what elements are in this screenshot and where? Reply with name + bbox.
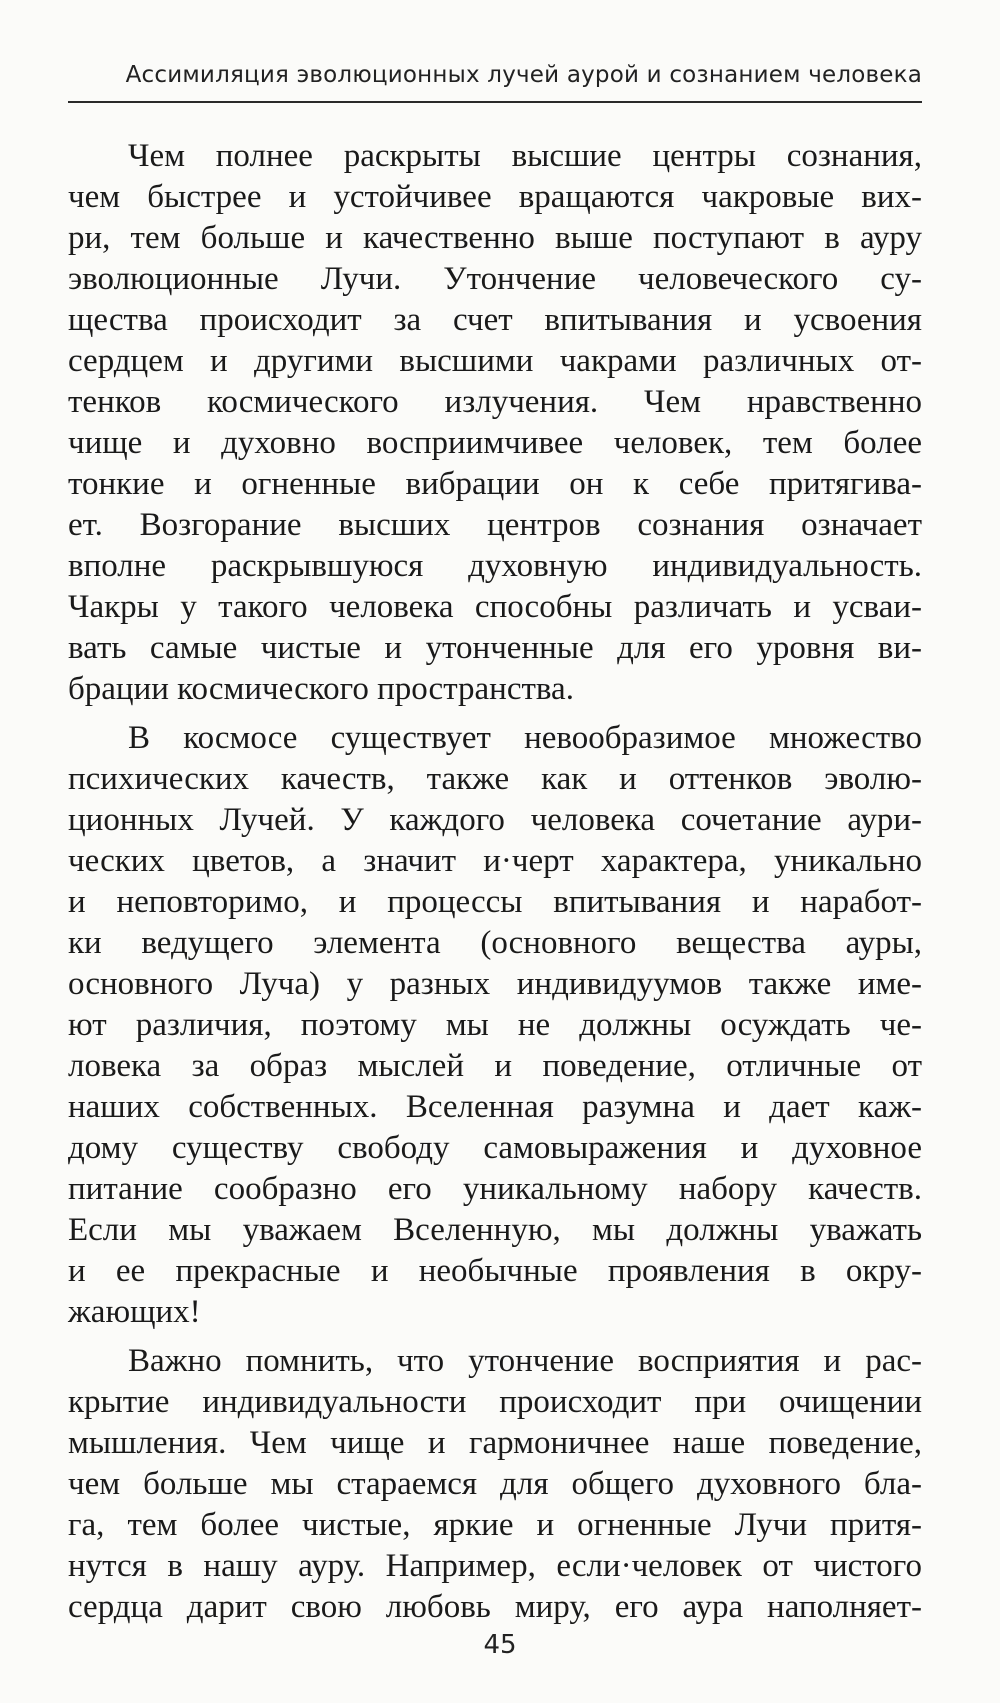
text-line: жающих!	[68, 1294, 201, 1330]
text-line: ловека за образ мыслей и поведение, отличные от	[68, 1048, 922, 1084]
text-line: Если мы уважаем Вселенную, мы должны уважать	[68, 1212, 922, 1248]
paragraph-2	[68, 718, 922, 1333]
text-line: вполне раскрывшуюся духовную индивидуальность.	[68, 548, 922, 584]
text-line: и ее прекрасные и необычные проявления в окру-	[68, 1253, 922, 1289]
running-head: Ассимиляция эволюционных лучей аурой и сознанием человека	[125, 62, 922, 88]
header-rule	[68, 101, 922, 103]
text-line: наших собственных. Вселенная разумна и дает каж-	[68, 1089, 922, 1125]
text-line: ционных Лучей. У каждого человека сочетание аури-	[68, 802, 922, 838]
text-line: щества происходит за счет впитывания и усвоения	[68, 302, 922, 338]
text-line: ет. Возгорание высших центров сознания означает	[68, 507, 922, 543]
text-line: тенков космического излучения. Чем нравственно	[68, 384, 922, 420]
text-line: ри, тем больше и качественно выше поступают в ауру	[68, 220, 922, 256]
text-line: и неповторимо, и процессы впитывания и наработ-	[68, 884, 922, 920]
text-line: мышления. Чем чище и гармоничнее наше поведение,	[68, 1425, 922, 1461]
text-line: сердца дарит свою любовь миру, его аура наполняет-	[68, 1589, 922, 1625]
text-line: питание сообразно его уникальному набору качеств.	[68, 1171, 922, 1207]
text-line: основного Луча) у разных индивидуумов также име-	[68, 966, 922, 1002]
text-line: нутся в нашу ауру. Например, если·человек от чистого	[68, 1548, 922, 1584]
text-line: психических качеств, также как и оттенков эволю-	[68, 761, 922, 797]
text-line: га, тем более чистые, яркие и огненные Лучи притя-	[68, 1507, 922, 1543]
text-line: чем больше мы стараемся для общего духовного бла-	[68, 1466, 922, 1502]
page-number: 45	[483, 1630, 517, 1660]
text-line: Чем полнее раскрыты высшие центры сознания,	[128, 138, 922, 174]
text-line: дому существу свободу самовыражения и духовное	[68, 1130, 922, 1166]
text-line: чище и духовно восприимчивее человек, тем более	[68, 425, 922, 461]
text-line: вать самые чистые и утонченные для его уровня ви-	[68, 630, 922, 666]
text-line: ки ведущего элемента (основного вещества ауры,	[68, 925, 922, 961]
text-line: Чакры у такого человека способны различать и усваи-	[68, 589, 922, 625]
paragraph-3	[68, 1341, 922, 1628]
text-line: чем быстрее и устойчивее вращаются чакровые вих-	[68, 179, 922, 215]
text-line: брации космического пространства.	[68, 671, 574, 707]
text-line: сердцем и другими высшими чакрами различных от-	[68, 343, 922, 379]
text-line: тонкие и огненные вибрации он к себе притягива-	[68, 466, 922, 502]
paragraph-1	[68, 136, 922, 710]
text-line: В космосе существует невообразимое множество	[128, 720, 922, 756]
text-line: крытие индивидуальности происходит при очищении	[68, 1384, 922, 1420]
text-line: эволюционные Лучи. Утончение человеческого су-	[68, 261, 922, 297]
body-text	[68, 136, 922, 1628]
text-line: Важно помнить, что утончение восприятия и рас-	[128, 1343, 922, 1379]
text-line: ческих цветов, а значит и·черт характера, уникально	[68, 843, 922, 879]
text-line: ют различия, поэтому мы не должны осуждать че-	[68, 1007, 922, 1043]
